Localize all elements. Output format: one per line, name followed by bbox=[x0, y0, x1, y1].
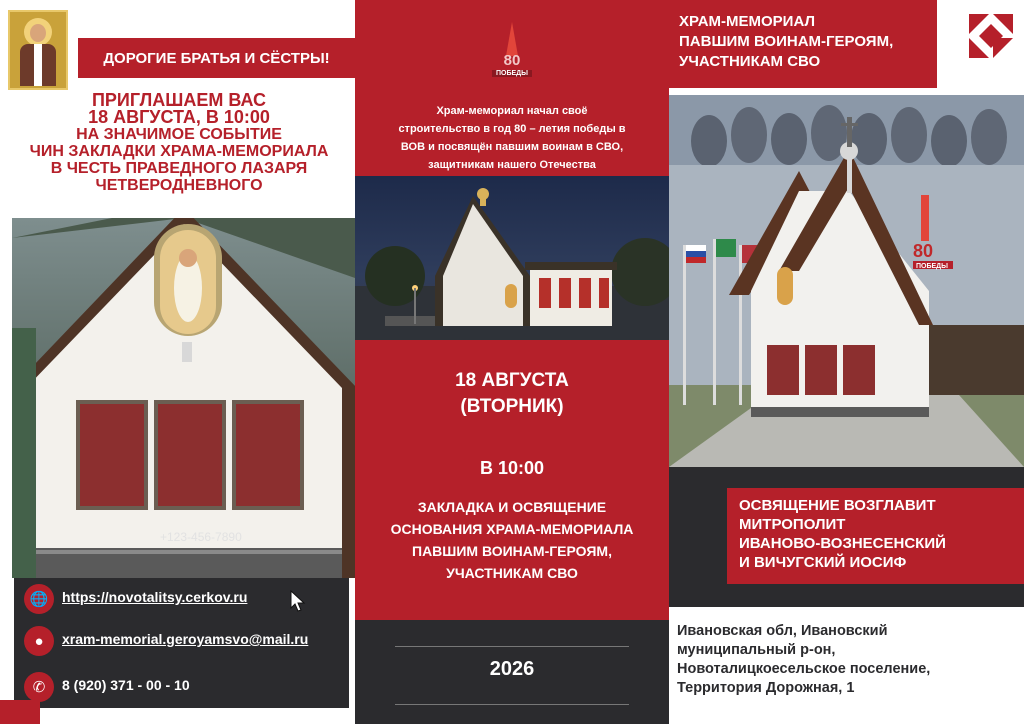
right-panel bbox=[669, 0, 1024, 724]
chapel-render-image bbox=[669, 95, 1024, 467]
chapel-facade-image bbox=[12, 218, 355, 578]
memorial-title-banner bbox=[669, 0, 937, 88]
victory-80-logo bbox=[492, 22, 532, 82]
intro-line: ВОВ и посвящён павшим воинам в СВО, bbox=[400, 141, 624, 153]
event-line: ОСНОВАНИЯ ХРАМА-МЕМОРИАЛА bbox=[390, 521, 634, 537]
render-logo-number: 80 bbox=[913, 241, 934, 261]
intro-line: строительство в год 80 – летия победы в bbox=[398, 123, 626, 135]
event-description bbox=[355, 496, 669, 584]
event-date bbox=[355, 368, 669, 420]
divider bbox=[395, 704, 629, 705]
facade-phone: +123-456-7890 bbox=[160, 530, 242, 544]
invite-line: НА ЗНАЧИМОЕ СОБЫТИЕ bbox=[76, 126, 282, 143]
phone-icon: ✆ bbox=[24, 672, 54, 702]
middle-panel bbox=[355, 0, 669, 724]
weekday-line: (ВТОРНИК) bbox=[460, 396, 564, 417]
date-line: 18 АВГУСТА bbox=[455, 370, 569, 391]
address-line: муниципальный р-он, bbox=[677, 642, 836, 658]
logo-word: ПОБЕДЫ bbox=[492, 70, 532, 77]
red-corner-accent bbox=[0, 700, 40, 724]
invitation-text bbox=[14, 92, 344, 194]
greeting-text: ДОРОГИЕ БРАТЬЯ И СЁСТРЫ! bbox=[103, 49, 330, 67]
invite-line: ПРИГЛАШАЕМ ВАС bbox=[91, 90, 266, 110]
metropolitan-box bbox=[727, 488, 1024, 584]
email-link[interactable]: xram-memorial.geroyamsvo@mail.ru bbox=[62, 631, 309, 647]
left-panel bbox=[0, 0, 355, 724]
event-time: В 10:00 bbox=[479, 458, 545, 478]
invite-line: ЧЕТВЕРОДНЕВНОГО bbox=[95, 177, 263, 194]
invite-line: 18 АВГУСТА, В 10:00 bbox=[88, 107, 270, 127]
address-line: Территория Дорожная, 1 bbox=[677, 680, 855, 696]
logo-number: 80 bbox=[503, 52, 521, 69]
greeting-banner bbox=[78, 38, 355, 78]
event-year: 2026 bbox=[489, 658, 535, 680]
night-render-image bbox=[355, 176, 669, 340]
contact-email-row bbox=[14, 624, 349, 658]
address-line: Ивановская обл, Ивановский bbox=[677, 623, 888, 639]
invite-line: В ЧЕСТЬ ПРАВЕДНОГО ЛАЗАРЯ bbox=[50, 160, 308, 177]
memorial-plaque bbox=[232, 400, 304, 510]
event-line: ЗАКЛАДКА И ОСВЯЩЕНИЕ bbox=[417, 499, 607, 515]
address-line: Новоталицкоесельское поселение, bbox=[677, 661, 931, 677]
event-line: ПАВШИМ ВОИНАМ-ГЕРОЯМ, bbox=[412, 543, 612, 559]
intro-line: Храм-мемориал начал своё bbox=[436, 105, 588, 117]
render-logo-word: ПОБЕДЫ bbox=[916, 263, 949, 270]
title-line: ПАВШИМ ВОИНАМ-ГЕРОЯМ, bbox=[679, 33, 894, 50]
metro-line: ОСВЯЩЕНИЕ ВОЗГЛАВИТ bbox=[739, 497, 936, 514]
phone-number: 8 (920) 371 - 00 - 10 bbox=[62, 677, 190, 693]
year-section bbox=[355, 620, 669, 724]
address-block bbox=[677, 622, 1017, 698]
contact-phone-row bbox=[14, 670, 349, 704]
saint-icon-image bbox=[8, 10, 68, 90]
metro-line: И ВИЧУГСКИЙ ИОСИФ bbox=[739, 554, 907, 571]
memorial-plaque bbox=[76, 400, 148, 510]
location-pin-icon: ● bbox=[24, 626, 54, 656]
title-line: УЧАСТНИКАМ СВО bbox=[679, 53, 821, 70]
intro-text bbox=[363, 102, 661, 174]
motherland-statue-icon bbox=[506, 22, 518, 56]
event-line: УЧАСТНИКАМ СВО bbox=[446, 565, 578, 581]
cursor-arrow-icon bbox=[290, 590, 306, 612]
brand-triangles-icon bbox=[969, 14, 1013, 58]
title-line: ХРАМ-МЕМОРИАЛ bbox=[679, 13, 816, 30]
website-link[interactable]: https://novotalitsy.cerkov.ru bbox=[62, 589, 248, 605]
metro-line: ИВАНОВО-ВОЗНЕСЕНСКИЙ bbox=[739, 535, 946, 552]
invite-line: ЧИН ЗАКЛАДКИ ХРАМА-МЕМОРИАЛА bbox=[29, 143, 329, 160]
intro-line: защитникам нашего Отечества bbox=[428, 159, 596, 171]
globe-icon: 🌐 bbox=[24, 584, 54, 614]
memorial-plaque bbox=[154, 400, 226, 510]
divider bbox=[395, 646, 629, 647]
metro-line: МИТРОПОЛИТ bbox=[739, 516, 846, 533]
